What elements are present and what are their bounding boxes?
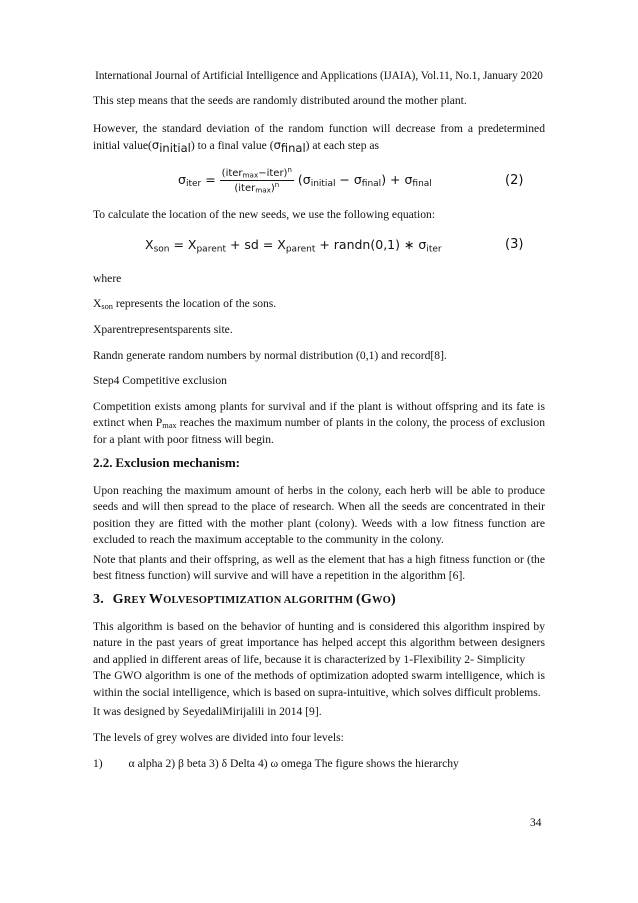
- heading-close: ): [391, 592, 396, 607]
- paragraph-xparent: [93, 322, 545, 338]
- eq2-num-b: −iter): [258, 167, 288, 179]
- eq2-den-sub: max: [255, 185, 271, 195]
- heading-g: G: [112, 592, 124, 607]
- eq3-x2-sub: parent: [196, 244, 226, 255]
- equation-number-2: (2): [505, 173, 524, 188]
- eq2-fraction: [220, 166, 294, 195]
- list-number: 1): [93, 757, 103, 770]
- heading-w: W: [148, 592, 164, 607]
- eq3-x1-sub: son: [153, 244, 170, 255]
- heading-olves: OLVESOPTIMIZATION ALGORITHM: [163, 595, 357, 606]
- eq2-sub-final2: final: [412, 179, 432, 190]
- subscript-final: final: [280, 141, 306, 156]
- equation-3: [145, 236, 442, 256]
- sigma-symbol: σ: [151, 138, 160, 153]
- journal-header: International Journal of Artificial Intelligence and Applications (IJAIA), Vol.11, No.1, January 2020: [95, 70, 543, 82]
- heading-paren-g: (G: [356, 592, 372, 607]
- eq2-numerator: [220, 166, 294, 181]
- eq2-den-b: ): [270, 182, 275, 194]
- eq2-equals: =: [205, 171, 216, 187]
- page-number: 34: [530, 817, 542, 829]
- eq2-lhs-sub: iter: [185, 179, 202, 190]
- paragraph-randn: [93, 348, 545, 364]
- paragraph-text: This step means that the seeds are randomly distributed around the mother plant.: [93, 94, 467, 107]
- paragraph-text: The GWO algorithm is one of the methods of optimization adopted swarm intelligence, which is within the social intelligence, which is based on supra-intuitive, which solves difficult problems.: [93, 669, 545, 699]
- section-3-heading: [93, 590, 545, 610]
- eq3-x1: X: [145, 237, 154, 252]
- xson-symbol: X: [93, 297, 102, 310]
- paragraph-text: Note that plants and their offspring, as well as the element that has a high fitness function or (the best fitness function) will survive and will have a repetition in the algorithm [6].: [93, 553, 545, 583]
- paragraph-exclusion: [93, 483, 545, 549]
- xson-text: represents the location of the sons.: [112, 297, 277, 310]
- paragraph-text: The levels of grey wolves are divided into four levels:: [93, 731, 344, 744]
- paragraph-competition: [93, 399, 545, 449]
- eq2-minus: − σ: [335, 171, 362, 187]
- xson-subscript: son: [101, 302, 113, 312]
- paragraph-calculate-location: [93, 207, 545, 223]
- eq2-den-a: (iter: [234, 182, 256, 194]
- subscript-initial: initial: [159, 141, 191, 156]
- paragraph-text: This algorithm is based on the behavior of hunting and is considered this algorithm inspired by nature in the past years of great importance has helped accept this algorithm between designers and applied in different areas of life, because it is characterized by 1-Flexibility 2- Simplicity: [93, 620, 545, 666]
- paragraph-note: [93, 552, 545, 585]
- eq3-part2: = X: [169, 237, 197, 252]
- eq2-num-sup: n: [287, 166, 292, 174]
- paragraph-text: Upon reaching the maximum amount of herbs in the colony, each herb will be able to produce seeds and will then spread to the place of research. When all the seeds are concentrated in their position they are fitted with the mother plant (colony). Weeds with a low fitness function are excluded to reach the maximum acceptable to the community in the colony.: [93, 484, 545, 547]
- competition-text-before: Competition exists among plants for survival and if the plant is without offspring and its fate is extinct when P: [93, 400, 545, 430]
- sigma-symbol: σ: [273, 138, 281, 153]
- eq2-sub-initial: initial: [310, 179, 336, 190]
- pmax-subscript: max: [162, 421, 177, 431]
- section-title: Exclusion mechanism:: [115, 455, 240, 470]
- section-number: 3.: [93, 592, 104, 607]
- paragraph-text: Xparentrepresentsparents site.: [93, 323, 233, 336]
- list-item-levels: [93, 756, 545, 772]
- p2-text-after: ) at each step as: [305, 139, 380, 153]
- where-label: [93, 271, 545, 287]
- heading-wo: WO: [371, 595, 392, 606]
- eq3-part4: + randn(0,1) ∗ σ: [315, 237, 427, 252]
- eq2-sub-final: final: [361, 179, 382, 190]
- eq3-sigma-sub: iter: [426, 244, 442, 255]
- paragraph-xson: [93, 296, 545, 313]
- eq2-num-sub: max: [242, 170, 259, 180]
- paragraph-text: To calculate the location of the new seeds, we use the following equation:: [93, 208, 436, 221]
- p2-text-before: However, the standard deviation of the random function will decrease from a predetermined initial value(: [93, 122, 545, 153]
- eq2-close-plus: ) + σ: [381, 171, 413, 187]
- eq2-den-sup: n: [274, 180, 280, 189]
- eq2-paren-open: (σ: [297, 171, 311, 187]
- paragraph-text: Step4 Competitive exclusion: [93, 374, 227, 387]
- paragraph-step4: [93, 373, 545, 389]
- eq3-x3-sub: parent: [285, 244, 316, 255]
- p2-text-middle: ) to a final value (: [190, 139, 274, 153]
- eq3-part3: + sd = X: [225, 237, 286, 252]
- paragraph-text: It was designed by SeyedaliMirijalili in 2014 [9].: [93, 705, 322, 718]
- eq2-denominator: [220, 181, 294, 195]
- heading-rey: REY: [123, 595, 149, 606]
- paragraph-designed-by: [93, 704, 545, 720]
- eq2-lhs: σ: [178, 171, 186, 187]
- paragraph-standard-deviation: [93, 121, 545, 157]
- section-2-2-heading: [93, 454, 545, 472]
- equation-2: [178, 166, 432, 195]
- paragraph-text: Randn generate random numbers by normal distribution (0,1) and record[8].: [93, 349, 447, 362]
- paragraph-text: where: [93, 272, 122, 285]
- eq2-num-a: (iter: [221, 167, 243, 179]
- paragraph-levels: [93, 730, 545, 746]
- paragraph-gwo-intro: [93, 619, 545, 701]
- section-number: 2.2.: [93, 455, 113, 470]
- paragraph-seeds-distributed: [93, 93, 545, 109]
- competition-text-after: reaches the maximum number of plants in the colony, the process of exclusion for a plant with poor fitness will begin.: [93, 416, 545, 447]
- equation-number-3: (3): [505, 237, 524, 252]
- list-text: α alpha 2) β beta 3) δ Delta 4) ω omega The figure shows the hierarchy: [128, 757, 459, 770]
